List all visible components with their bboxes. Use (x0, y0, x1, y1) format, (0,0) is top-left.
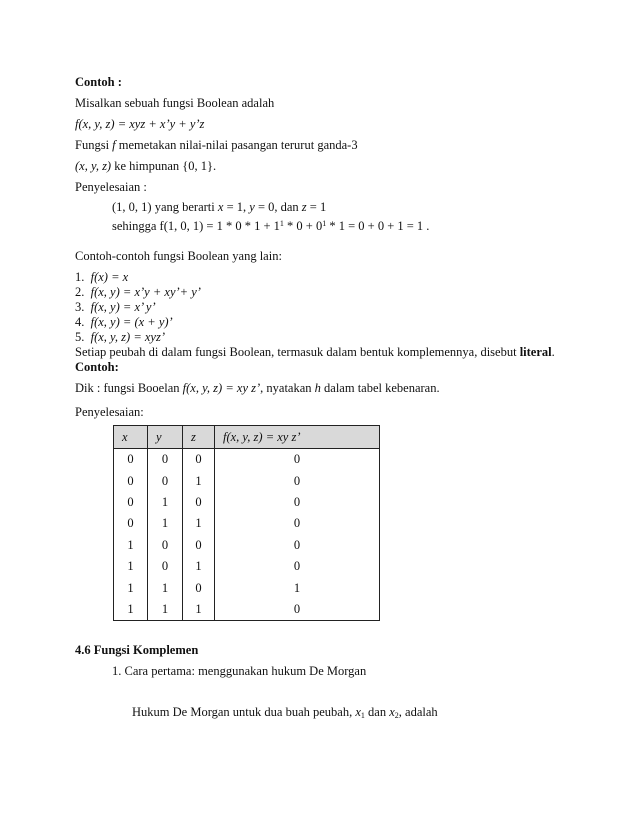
sol1-a: (1, 0, 1) yang berarti (112, 200, 218, 214)
literal-text-a: Setiap peubah di dalam fungsi Boolean, termasuk dalam bentuk komplemennya, disebut (75, 345, 520, 359)
example-num: 3. (75, 300, 85, 314)
header-x: x (114, 426, 148, 449)
cell: 0 (148, 449, 183, 471)
table-row (114, 577, 380, 598)
cell: 0 (215, 535, 380, 556)
cell: 0 (148, 470, 183, 491)
sol1-g: = 1 (306, 200, 327, 214)
example-expr: f(x, y) = (x + y)’ (90, 315, 173, 329)
header-z: z (183, 426, 215, 449)
demorgan-text-b: , adalah (398, 705, 438, 719)
table-row (114, 470, 380, 491)
example2-heading: Contoh: (75, 360, 119, 374)
given-text-a: Dik : fungsi Booelan (75, 381, 183, 395)
cell: 0 (114, 492, 148, 513)
demorgan-text-a: Hukum De Morgan untuk dua buah peubah, (132, 705, 356, 719)
solution-line-2 (112, 219, 429, 234)
cell: 0 (183, 577, 215, 598)
example-num: 2. (75, 285, 85, 299)
example-num: 4. (75, 315, 85, 329)
cell: 0 (148, 556, 183, 577)
sol1-e: = 0, dan (254, 200, 302, 214)
cell: 1 (148, 599, 183, 621)
solution-line-1 (112, 200, 326, 215)
example-num: 5. (75, 330, 85, 344)
header-y: y (148, 426, 183, 449)
cell: 0 (215, 492, 380, 513)
demorgan-sentence (132, 705, 438, 720)
given-text-c: dalam tabel kebenaran. (320, 381, 440, 395)
table-row (114, 535, 380, 556)
cell: 1 (148, 513, 183, 534)
cell: 1 (183, 470, 215, 491)
cell: 0 (114, 513, 148, 534)
demorgan-and: dan (364, 705, 390, 719)
truth-table-header-row (114, 426, 380, 449)
mapping-function-name: f (112, 138, 116, 152)
cell: 1 (114, 599, 148, 621)
sol2-sup2: 1 (322, 219, 327, 228)
example-expr: f(x, y) = x’y + xy’+ y’ (90, 285, 201, 299)
sol2-sup1: 1 (279, 219, 284, 228)
table-row (114, 556, 380, 577)
example-item-4 (75, 315, 173, 330)
solution2-label: Penyelesaian: (75, 405, 144, 419)
table-row (114, 513, 380, 534)
cell: 0 (114, 449, 148, 471)
example-expr: f(x, y) = x’ y’ (90, 300, 156, 314)
given-formula: f(x, y, z) = xy z’ (182, 381, 261, 395)
given-statement (75, 381, 440, 396)
sol2-b: * 0 + 0 (283, 219, 323, 233)
mapping-text-b: memetakan nilai-nilai pasangan terurut ganda-3 (115, 138, 358, 152)
paragraph-set (75, 159, 216, 174)
set-vars: (x, y, z) (75, 159, 112, 173)
var-x2: x (389, 705, 395, 719)
set-text: ke himpunan {0, 1}. (111, 159, 217, 173)
mapping-text-a: Fungsi (75, 138, 113, 152)
truth-table (113, 425, 380, 621)
cell: 1 (183, 556, 215, 577)
cell: 0 (215, 556, 380, 577)
cell: 0 (183, 492, 215, 513)
cell: 1 (215, 577, 380, 598)
table-row (114, 599, 380, 621)
given-h: h (314, 381, 321, 395)
sub-2: 2 (394, 711, 399, 720)
cell: 0 (215, 449, 380, 471)
paragraph-mapping (75, 138, 358, 153)
given-text-b: , nyatakan (260, 381, 315, 395)
example-expr: f(x) = x (90, 270, 129, 284)
sol1-y: y (249, 200, 255, 214)
cell: 0 (183, 535, 215, 556)
cell: 1 (183, 599, 215, 621)
literal-text-b: . (551, 345, 555, 359)
sol1-c: = 1, (223, 200, 250, 214)
sol1-z: z (301, 200, 307, 214)
cell: 0 (215, 470, 380, 491)
example-item-2 (75, 285, 201, 300)
other-examples-heading: Contoh-contoh fungsi Boolean yang lain: (75, 249, 282, 263)
cell: 1 (114, 535, 148, 556)
cell: 0 (215, 599, 380, 621)
header-f: f(x, y, z) = xy z’ (215, 426, 380, 449)
cell: 0 (114, 470, 148, 491)
cell: 0 (215, 513, 380, 534)
paragraph-intro: Misalkan sebuah fungsi Boolean adalah (75, 96, 275, 110)
cell: 1 (114, 556, 148, 577)
section-heading: 4.6 Fungsi Komplemen (75, 643, 199, 657)
method-item-1: 1. Cara pertama: menggunakan hukum De Morgan (112, 664, 367, 678)
cell: 0 (148, 535, 183, 556)
sol2-c: * 1 = 0 + 0 + 1 = 1 . (326, 219, 430, 233)
cell: 1 (148, 577, 183, 598)
table-row (114, 449, 380, 471)
var-x1: x (355, 705, 361, 719)
example-heading: Contoh : (75, 75, 122, 89)
example-num: 1. (75, 270, 85, 284)
literal-sentence (75, 345, 555, 360)
example-item-5 (75, 330, 165, 345)
literal-term: literal (519, 345, 552, 359)
cell: 1 (183, 513, 215, 534)
sol2-a: sehingga f(1, 0, 1) = 1 * 0 * 1 + 1 (112, 219, 280, 233)
sub-1: 1 (360, 711, 365, 720)
cell: 0 (183, 449, 215, 471)
example-item-1 (75, 270, 128, 285)
cell: 1 (114, 577, 148, 598)
example-item-3 (75, 300, 156, 315)
sol1-x: x (217, 200, 224, 214)
example-expr: f(x, y, z) = xyz’ (90, 330, 166, 344)
table-row (114, 492, 380, 513)
solution-label: Penyelesaian : (75, 180, 147, 194)
boolean-formula: f(x, y, z) = xyz + x’y + y’z (75, 117, 205, 131)
cell: 1 (148, 492, 183, 513)
